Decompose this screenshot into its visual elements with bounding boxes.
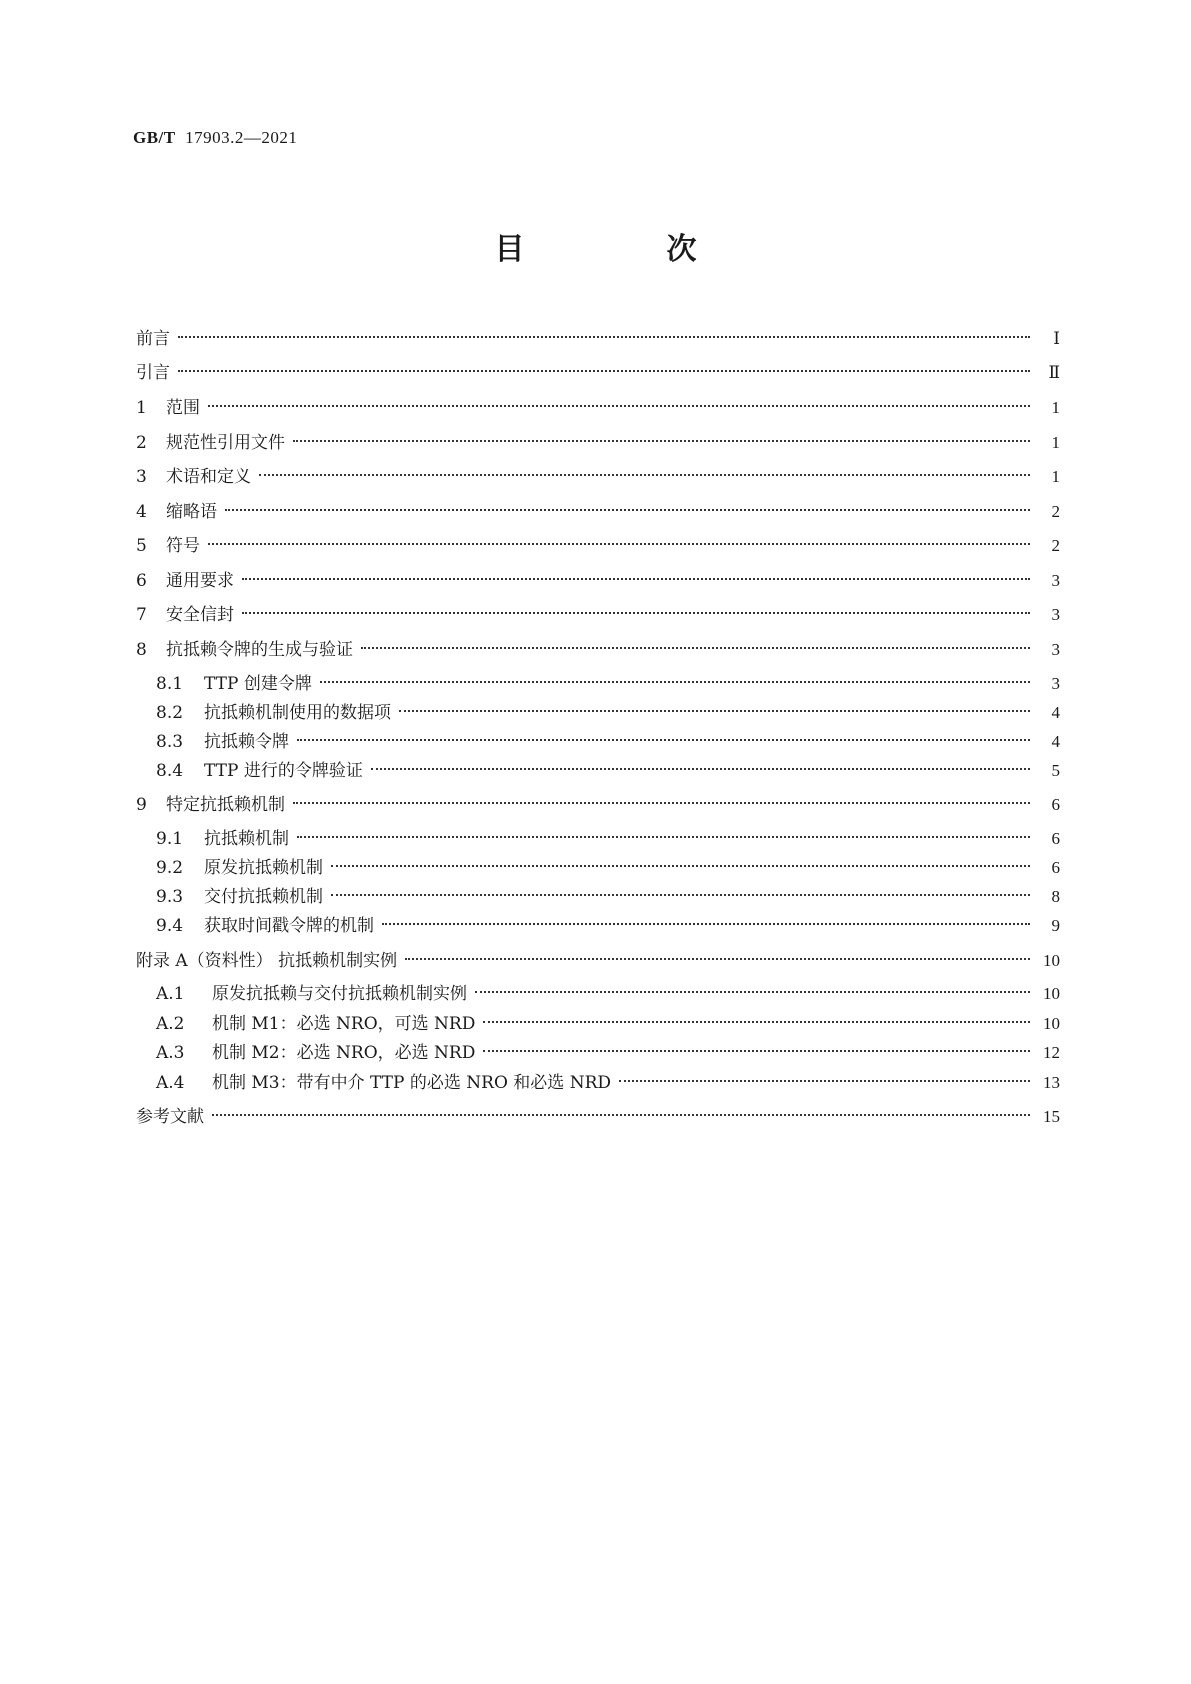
toc-entry[interactable] bbox=[136, 826, 1060, 852]
toc-leader-dots bbox=[320, 681, 1030, 683]
toc-entry-label: 原发抗抵赖机制 bbox=[204, 858, 323, 878]
toc-page-number: 8 bbox=[1051, 887, 1060, 906]
toc-entry[interactable] bbox=[136, 671, 1060, 697]
toc-entry-label: 机制 M3：带有中介 TTP 的必选 NRO 和必选 NRD bbox=[212, 1073, 611, 1093]
toc-entry-number: 8.4 bbox=[156, 761, 184, 781]
toc-leader-dots bbox=[399, 710, 1030, 712]
toc-entry-number: 9 bbox=[136, 795, 147, 815]
toc-page-number: 2 bbox=[1051, 502, 1060, 521]
toc-leader-dots bbox=[619, 1080, 1030, 1082]
toc-page-number: 3 bbox=[1051, 605, 1060, 624]
toc-leader-dots bbox=[242, 612, 1030, 614]
toc-entry[interactable] bbox=[136, 948, 1060, 974]
toc-entry-label: 参考文献 bbox=[136, 1107, 204, 1127]
toc-entry-text bbox=[136, 360, 170, 386]
toc-page-number: 15 bbox=[1043, 1107, 1060, 1126]
toc-entry[interactable] bbox=[136, 360, 1060, 386]
toc-leader-dots bbox=[293, 802, 1030, 804]
toc-entry[interactable] bbox=[136, 758, 1060, 784]
toc-entry[interactable] bbox=[136, 792, 1060, 818]
toc-page-number: 13 bbox=[1043, 1073, 1060, 1092]
toc-entry-text bbox=[136, 758, 363, 784]
toc-entry-label: 规范性引用文件 bbox=[166, 433, 285, 453]
toc-entry-label: 抗抵赖令牌的生成与验证 bbox=[166, 640, 353, 660]
toc-entry-label: 机制 M1：必选 NRO，可选 NRD bbox=[212, 1014, 476, 1034]
toc-page-number: 2 bbox=[1051, 536, 1060, 555]
toc-entry-text bbox=[136, 792, 285, 818]
toc-entry-text bbox=[136, 1104, 204, 1130]
toc-entry[interactable] bbox=[136, 700, 1060, 726]
toc-leader-dots bbox=[371, 768, 1030, 770]
toc-entry-number: 9.3 bbox=[156, 887, 184, 907]
toc-leader-dots bbox=[361, 647, 1030, 649]
toc-entry-text bbox=[136, 1011, 475, 1037]
toc-entry-text bbox=[136, 637, 353, 663]
toc-entry[interactable] bbox=[136, 1011, 1060, 1037]
toc-title: 目 次 bbox=[494, 232, 753, 267]
toc-entry-text bbox=[136, 533, 200, 559]
toc-page-number: 4 bbox=[1051, 703, 1060, 722]
toc-entry-number: 7 bbox=[136, 605, 147, 625]
toc-entry-text bbox=[136, 671, 312, 697]
toc-leader-dots bbox=[331, 865, 1030, 867]
toc-entry-number: A.3 bbox=[156, 1043, 185, 1063]
toc-entry[interactable] bbox=[136, 499, 1060, 525]
toc-entry[interactable] bbox=[136, 855, 1060, 881]
toc-entry-number: 8.2 bbox=[156, 703, 184, 723]
toc-entry[interactable] bbox=[136, 913, 1060, 939]
toc-leader-dots bbox=[382, 923, 1030, 925]
toc-entry[interactable] bbox=[136, 1040, 1060, 1066]
toc-entry-label: 抗抵赖机制使用的数据项 bbox=[204, 703, 391, 723]
toc-entry-number: A.2 bbox=[156, 1014, 185, 1034]
toc-leader-dots bbox=[225, 509, 1030, 511]
toc-entry-label: 原发抗抵赖与交付抗抵赖机制实例 bbox=[212, 984, 467, 1004]
toc-entry[interactable] bbox=[136, 602, 1060, 628]
toc-entry-number: 9.2 bbox=[156, 858, 184, 878]
toc-entry-number: 9.4 bbox=[156, 916, 184, 936]
toc-page-number: 1 bbox=[1051, 467, 1060, 486]
toc-entry[interactable] bbox=[136, 464, 1060, 490]
toc-entry[interactable] bbox=[136, 1070, 1060, 1096]
toc-leader-dots bbox=[242, 578, 1030, 580]
toc-entry-number: 3 bbox=[136, 467, 147, 487]
toc-page-number: 1 bbox=[1051, 398, 1060, 417]
toc-leader-dots bbox=[483, 1050, 1030, 1052]
toc-entry-text bbox=[136, 1040, 475, 1066]
toc-leader-dots bbox=[297, 836, 1030, 838]
toc-entry-label: 抗抵赖令牌 bbox=[204, 732, 289, 752]
toc-leader-dots bbox=[178, 336, 1030, 338]
toc-entry-label: 抗抵赖机制 bbox=[204, 829, 289, 849]
toc-page-number: 6 bbox=[1051, 858, 1060, 877]
toc-entry-text bbox=[136, 602, 234, 628]
toc-entry[interactable] bbox=[136, 637, 1060, 663]
toc-page-number: 6 bbox=[1051, 795, 1060, 814]
toc-entry-label: 通用要求 bbox=[166, 571, 234, 591]
toc-entry-text bbox=[136, 464, 251, 490]
toc-entry[interactable] bbox=[136, 568, 1060, 594]
toc-page-number: 4 bbox=[1051, 732, 1060, 751]
toc-page-number: 5 bbox=[1051, 761, 1060, 780]
toc-leader-dots bbox=[405, 958, 1030, 960]
toc-leader-dots bbox=[483, 1021, 1030, 1023]
standard-code bbox=[133, 128, 297, 148]
toc-entry-label: TTP 进行的令牌验证 bbox=[204, 761, 363, 781]
toc-entry-label: 安全信封 bbox=[166, 605, 234, 625]
toc-page-number: 3 bbox=[1051, 640, 1060, 659]
toc-page-number: 10 bbox=[1043, 984, 1060, 1003]
toc-entry-label: 符号 bbox=[166, 536, 200, 556]
toc-entry[interactable] bbox=[136, 395, 1060, 421]
toc-page-number: 6 bbox=[1051, 829, 1060, 848]
toc-entry-label: 机制 M2：必选 NRO，必选 NRD bbox=[212, 1043, 476, 1063]
toc-entry-text bbox=[136, 855, 323, 881]
toc-entry-text bbox=[136, 395, 200, 421]
toc-leader-dots bbox=[331, 894, 1030, 896]
toc-entry[interactable] bbox=[136, 533, 1060, 559]
toc-leader-dots bbox=[208, 543, 1030, 545]
toc-entry[interactable] bbox=[136, 430, 1060, 456]
toc-leader-dots bbox=[208, 405, 1030, 407]
toc-entry-text bbox=[136, 826, 289, 852]
toc-entry-label: 引言 bbox=[136, 363, 170, 383]
toc-leader-dots bbox=[297, 739, 1030, 741]
toc-entry[interactable] bbox=[136, 729, 1060, 755]
toc-entry-text bbox=[136, 430, 285, 456]
toc-leader-dots bbox=[212, 1114, 1030, 1116]
toc-page-number: 9 bbox=[1051, 916, 1060, 935]
standard-number: 17903.2—2021 bbox=[185, 128, 298, 147]
toc-entry-number: 6 bbox=[136, 571, 147, 591]
toc-leader-dots bbox=[259, 474, 1030, 476]
toc-entry-label: 前言 bbox=[136, 329, 170, 349]
toc-entry-number: 5 bbox=[136, 536, 147, 556]
toc-entry-number: 4 bbox=[136, 502, 147, 522]
toc-entry-text bbox=[136, 948, 397, 974]
toc-entry-number: 1 bbox=[136, 398, 147, 418]
toc-entry-label: 缩略语 bbox=[166, 502, 217, 522]
toc-page-number: Ⅱ bbox=[1048, 363, 1060, 382]
toc-entry-label: 术语和定义 bbox=[166, 467, 251, 487]
toc-entry-number: A.4 bbox=[156, 1073, 185, 1093]
toc-entry-label: 范围 bbox=[166, 398, 200, 418]
toc-entry-number: A.1 bbox=[156, 984, 185, 1004]
toc-entry-number: 8.1 bbox=[156, 674, 184, 694]
toc-entry-number: 8 bbox=[136, 640, 147, 660]
toc-leader-dots bbox=[475, 991, 1030, 993]
toc-entry[interactable] bbox=[136, 884, 1060, 910]
toc-entry-text bbox=[136, 700, 391, 726]
toc-page-number: 12 bbox=[1043, 1043, 1060, 1062]
toc-entry-label: 获取时间戳令牌的机制 bbox=[204, 916, 374, 936]
toc-page-number: Ⅰ bbox=[1053, 329, 1060, 348]
toc-entry[interactable] bbox=[136, 326, 1060, 352]
toc-leader-dots bbox=[178, 370, 1030, 372]
toc-entry-number: 8.3 bbox=[156, 732, 184, 752]
toc-page-number: 10 bbox=[1043, 951, 1060, 970]
toc-entry-text bbox=[136, 981, 467, 1007]
standard-prefix: GB/T bbox=[133, 128, 176, 147]
toc-page-number: 10 bbox=[1043, 1014, 1060, 1033]
toc-page-number: 3 bbox=[1051, 571, 1060, 590]
toc-entry-text bbox=[136, 913, 374, 939]
toc-page-number: 1 bbox=[1051, 433, 1060, 452]
toc-entry-label: TTP 创建令牌 bbox=[204, 674, 312, 694]
toc-entry-text bbox=[136, 1070, 611, 1096]
toc-leader-dots bbox=[293, 440, 1030, 442]
toc-entry-text bbox=[136, 729, 289, 755]
toc-entry[interactable] bbox=[136, 981, 1060, 1007]
toc-entry-number: 2 bbox=[136, 433, 147, 453]
toc-entry-number: 9.1 bbox=[156, 829, 184, 849]
toc-entry-label: 特定抗抵赖机制 bbox=[166, 795, 285, 815]
toc-entry-text bbox=[136, 326, 170, 352]
toc-entry[interactable] bbox=[136, 1104, 1060, 1130]
toc-entry-label: 附录 A（资料性） 抗抵赖机制实例 bbox=[136, 951, 398, 971]
toc-entry-label: 交付抗抵赖机制 bbox=[204, 887, 323, 907]
toc-entry-text bbox=[136, 568, 234, 594]
toc-page-number: 3 bbox=[1051, 674, 1060, 693]
toc-entry-text bbox=[136, 499, 217, 525]
toc-entry-text bbox=[136, 884, 323, 910]
